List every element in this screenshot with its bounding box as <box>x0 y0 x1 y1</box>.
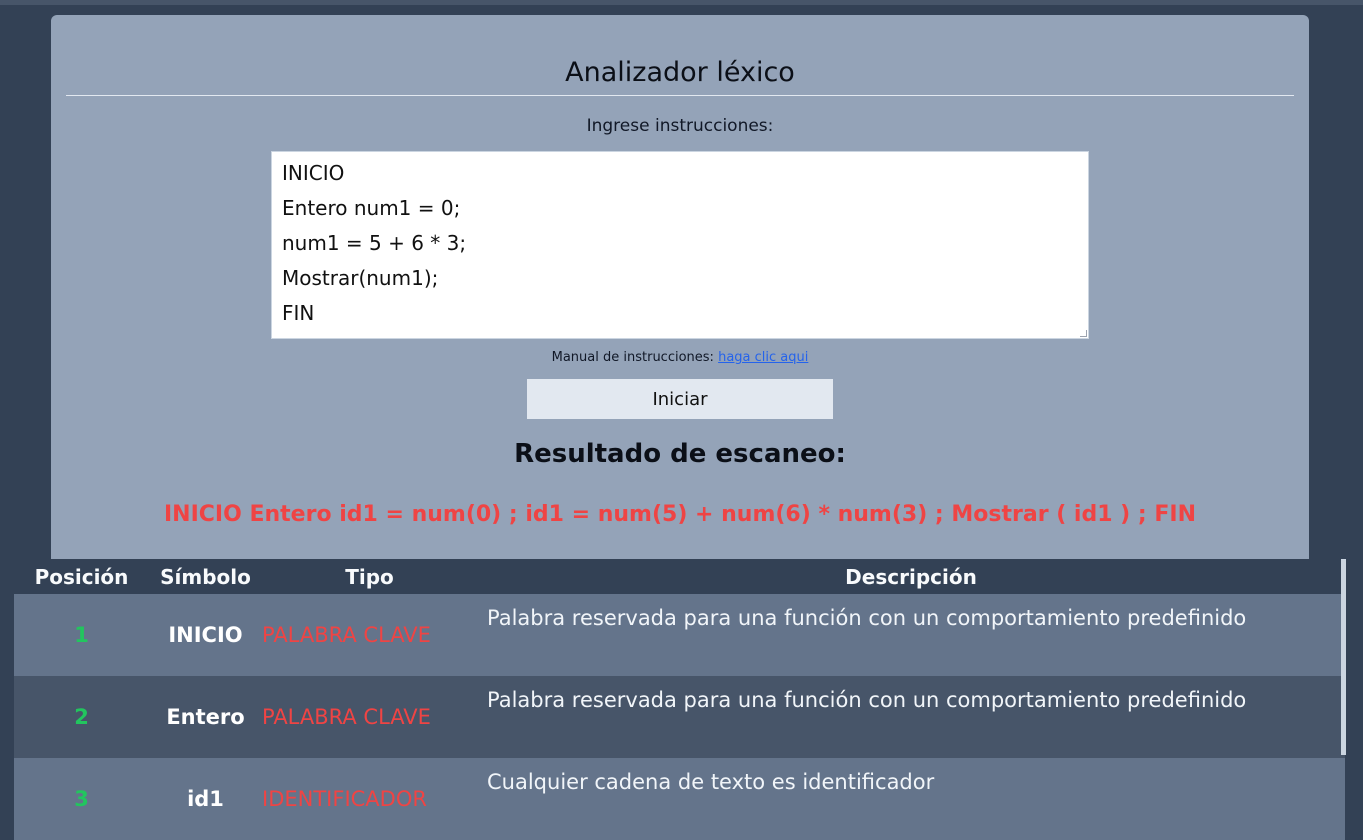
manual-link[interactable]: haga clic aqui <box>718 350 809 365</box>
cell-description: Palabra reservada para una función con un comportamiento predefinido <box>477 676 1345 758</box>
table-row <box>14 676 1345 758</box>
code-line: INICIO <box>282 161 345 185</box>
manual-line <box>51 350 1309 365</box>
cell-type: IDENTIFICADOR <box>262 758 477 840</box>
page-title: Analizador léxico <box>565 57 795 88</box>
cell-position: 1 <box>14 594 149 676</box>
cell-position: 2 <box>14 676 149 758</box>
start-button[interactable]: Iniciar <box>527 379 833 419</box>
table-scrollbar[interactable] <box>1341 559 1346 755</box>
table-row <box>14 594 1345 676</box>
header-description: Descripción <box>477 559 1345 594</box>
header-position: Posición <box>14 559 149 594</box>
tokens-table <box>14 559 1345 840</box>
analyzer-card <box>51 15 1309 575</box>
cell-type: PALABRA CLAVE <box>262 594 477 676</box>
header-type: Tipo <box>262 559 477 594</box>
header-symbol: Símbolo <box>149 559 262 594</box>
top-strip <box>0 0 1363 5</box>
cell-position: 3 <box>14 758 149 840</box>
result-title: Resultado de escaneo: <box>514 439 846 469</box>
result-output: INICIO Entero id1 = num(0) ; id1 = num(5) + num(6) * num(3) ; Mostrar ( id1 ) ; FIN <box>164 502 1196 527</box>
cell-type: PALABRA CLAVE <box>262 676 477 758</box>
code-line: FIN <box>282 301 315 325</box>
cell-symbol: INICIO <box>149 594 262 676</box>
instructions-textarea[interactable] <box>271 151 1089 339</box>
resize-grip-icon[interactable] <box>1080 330 1087 337</box>
input-prompt-label: Ingrese instrucciones: <box>586 116 774 136</box>
cell-description: Palabra reservada para una función con un comportamiento predefinido <box>477 594 1345 676</box>
code-line: Entero num1 = 0; <box>282 196 461 220</box>
code-line: Mostrar(num1); <box>282 266 439 290</box>
code-line: num1 = 5 + 6 * 3; <box>282 231 467 255</box>
manual-label: Manual de instrucciones: <box>551 350 714 365</box>
cell-symbol: Entero <box>149 676 262 758</box>
table-header-row <box>14 559 1345 594</box>
table-row <box>14 758 1345 840</box>
cell-description: Cualquier cadena de texto es identificador <box>477 758 1345 840</box>
cell-symbol: id1 <box>149 758 262 840</box>
title-divider <box>66 95 1294 96</box>
